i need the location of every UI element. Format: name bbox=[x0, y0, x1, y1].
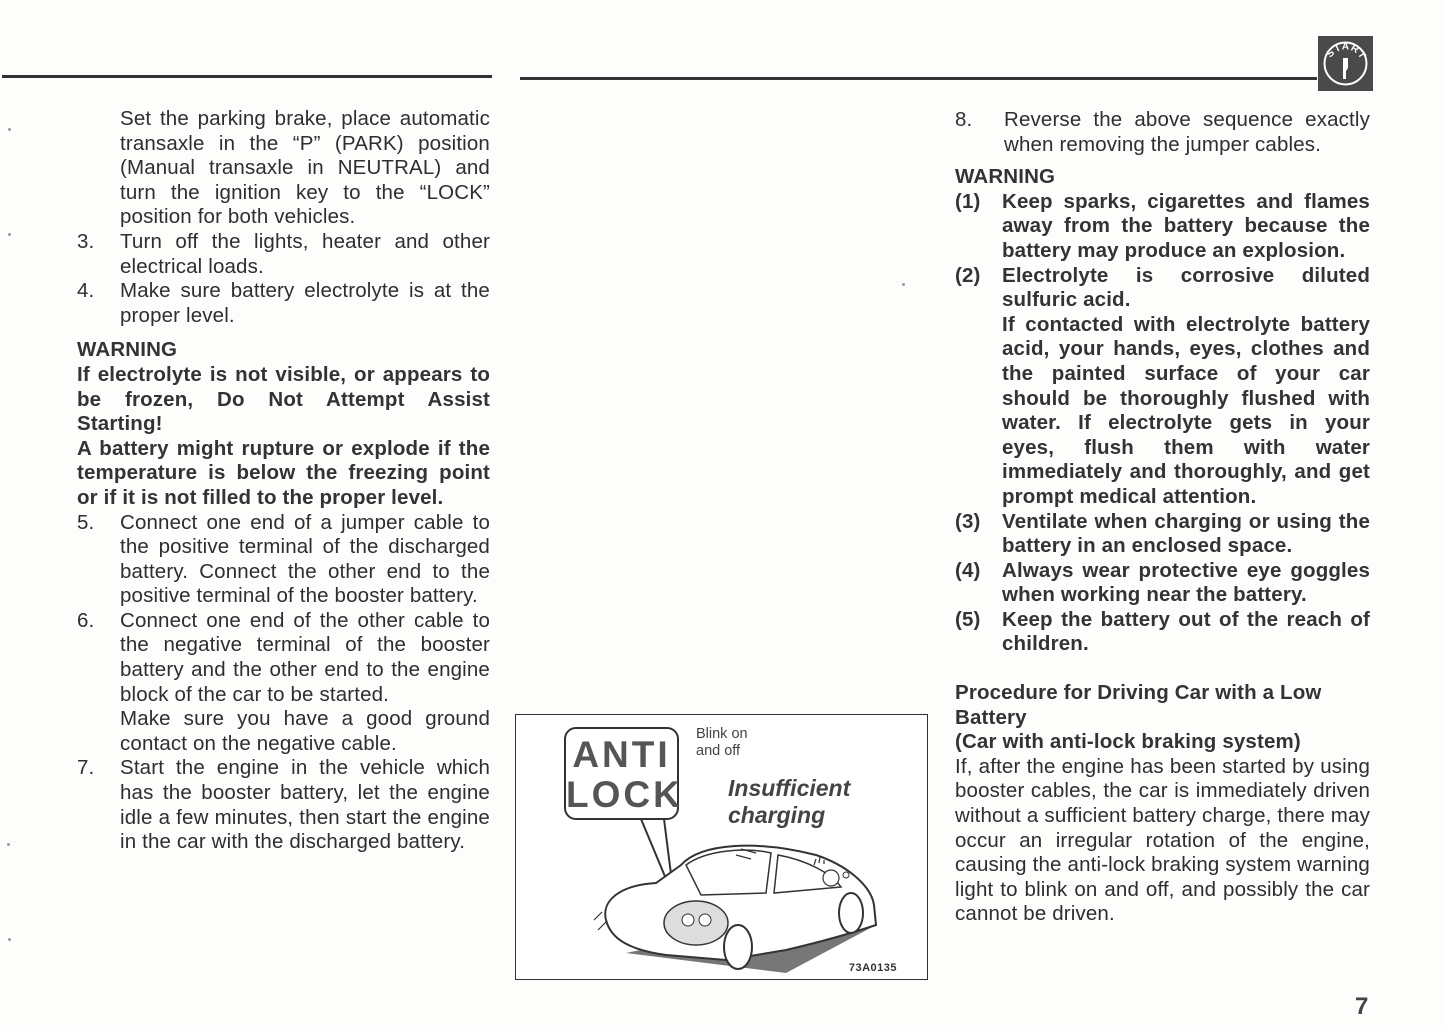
warning-item-3 bbox=[955, 510, 1370, 559]
step-text: Reverse the above sequence exactly when removing the jumper cables. bbox=[1004, 108, 1370, 156]
warning-item-text: Ventilate when charging or using the battery in an enclosed space. bbox=[1002, 509, 1370, 558]
blink-label-line-2: and off bbox=[696, 743, 741, 759]
warning-item-1 bbox=[955, 190, 1370, 264]
step-number: 8. bbox=[955, 108, 973, 131]
caption-line-1: Insufficient bbox=[728, 775, 851, 801]
section-title: Procedure for Driving Car with a Low Battery bbox=[955, 681, 1322, 729]
step-number: 5. bbox=[77, 510, 95, 534]
step-number: 3. bbox=[77, 229, 95, 253]
scan-speck bbox=[8, 233, 11, 236]
step-4 bbox=[77, 279, 490, 328]
warning-item-number: (2) bbox=[955, 263, 981, 287]
step-text: Make sure battery electrolyte is at the proper level. bbox=[120, 279, 490, 327]
warning-item-2-note: If contacted with electrolyte battery acid, your hands, eyes, clothes and the painted surface of your car should be thoroughly flushed with water. If electrolyte gets in your eyes, flush them with water immediately and thoroughly, and get prompt medical attention. bbox=[1002, 312, 1370, 508]
warning-paragraph: A battery might rupture or explode if the temperature is below the freezing point or if it is not filled to the proper level. bbox=[77, 436, 490, 509]
figure-code: 73A0135 bbox=[848, 962, 897, 974]
anti-lock-illustration bbox=[515, 714, 928, 980]
step-6 bbox=[77, 609, 490, 707]
section-body: If, after the engine has been started by using booster cables, the car is immediately driven without a sufficient battery charge, there may occur an irregular rotation of the engine, causing the anti-lock braking system warning light to blink on and off, and possibly the car cannot be driven. bbox=[955, 754, 1370, 926]
step-6-note: Make sure you have a good ground contact on the negative cable. bbox=[120, 707, 490, 755]
step-5 bbox=[77, 511, 490, 609]
svg-text:START: START bbox=[1324, 41, 1369, 62]
warning-item-4 bbox=[955, 559, 1370, 608]
warning-item-text: Keep the battery out of the reach of children. bbox=[1002, 607, 1370, 656]
left-column bbox=[77, 107, 490, 855]
step-text: Start the engine in the vehicle which has the booster battery, let the engine idle a few minutes, then start the engine in the car with the discharged battery. bbox=[120, 756, 490, 854]
scan-speck bbox=[8, 128, 11, 131]
step-7 bbox=[77, 756, 490, 854]
step-text: Turn off the lights, heater and other electrical loads. bbox=[120, 229, 490, 278]
blink-label-line-1: Blink on bbox=[696, 726, 748, 742]
step-2-text: Set the parking brake, place automatic transaxle in the “P” (PARK) position (Manual transaxle in NEUTRAL) and turn the ignition key to the “LOCK” position for both vehicles. bbox=[120, 107, 490, 229]
scan-speck bbox=[8, 938, 11, 941]
step-number: 7. bbox=[77, 756, 95, 780]
step-text: Connect one end of the other cable to the negative terminal of the booster battery and the other end to the engine block of the car to be started. bbox=[120, 608, 490, 706]
step-text: Connect one end of a jumper cable to the positive terminal of the discharged battery. Connect the other end to the positive terminal of the booster battery. bbox=[120, 510, 490, 608]
anti-lock-warning-bubble bbox=[564, 727, 683, 820]
warning-item-5 bbox=[955, 608, 1370, 657]
right-column bbox=[955, 108, 1370, 927]
page-number: 7 bbox=[1355, 993, 1369, 1020]
warning-item-number: (4) bbox=[955, 558, 981, 582]
step-number: 6. bbox=[77, 608, 95, 632]
warning-heading: WARNING bbox=[77, 338, 178, 362]
caption-line-2: charging bbox=[728, 802, 826, 828]
start-key-icon bbox=[1318, 36, 1373, 91]
blink-label bbox=[696, 726, 748, 760]
warning-heading: WARNING bbox=[955, 165, 1056, 189]
warning-item-text: Electrolyte is corrosive diluted sulfuric acid. bbox=[1002, 263, 1370, 312]
warning-item-number: (5) bbox=[955, 607, 981, 631]
section-subtitle: (Car with anti-lock braking system) bbox=[955, 730, 1301, 754]
step-3 bbox=[77, 230, 490, 279]
insufficient-charging-caption bbox=[728, 775, 850, 829]
scan-speck bbox=[902, 283, 905, 286]
step-8 bbox=[955, 108, 1370, 157]
step-number: 4. bbox=[77, 279, 95, 303]
warning-item-text: Keep sparks, cigarettes and flames away from the battery because the battery may produce an explosion. bbox=[1002, 189, 1370, 262]
warning-item-text: Always wear protective eye goggles when working near the battery. bbox=[1002, 558, 1370, 607]
warning-item-2 bbox=[955, 264, 1370, 313]
warning-paragraph: If electrolyte is not visible, or appears to be frozen, Do Not Attempt Assist Starting! bbox=[77, 362, 490, 436]
header-rule-right bbox=[520, 77, 1317, 80]
header-rule-left bbox=[2, 75, 492, 78]
bubble-line-1: ANTI bbox=[572, 734, 671, 775]
warning-item-number: (1) bbox=[955, 189, 981, 213]
warning-item-number: (3) bbox=[955, 509, 981, 533]
scan-speck bbox=[7, 843, 10, 846]
bubble-line-2: LOCK bbox=[566, 774, 683, 815]
